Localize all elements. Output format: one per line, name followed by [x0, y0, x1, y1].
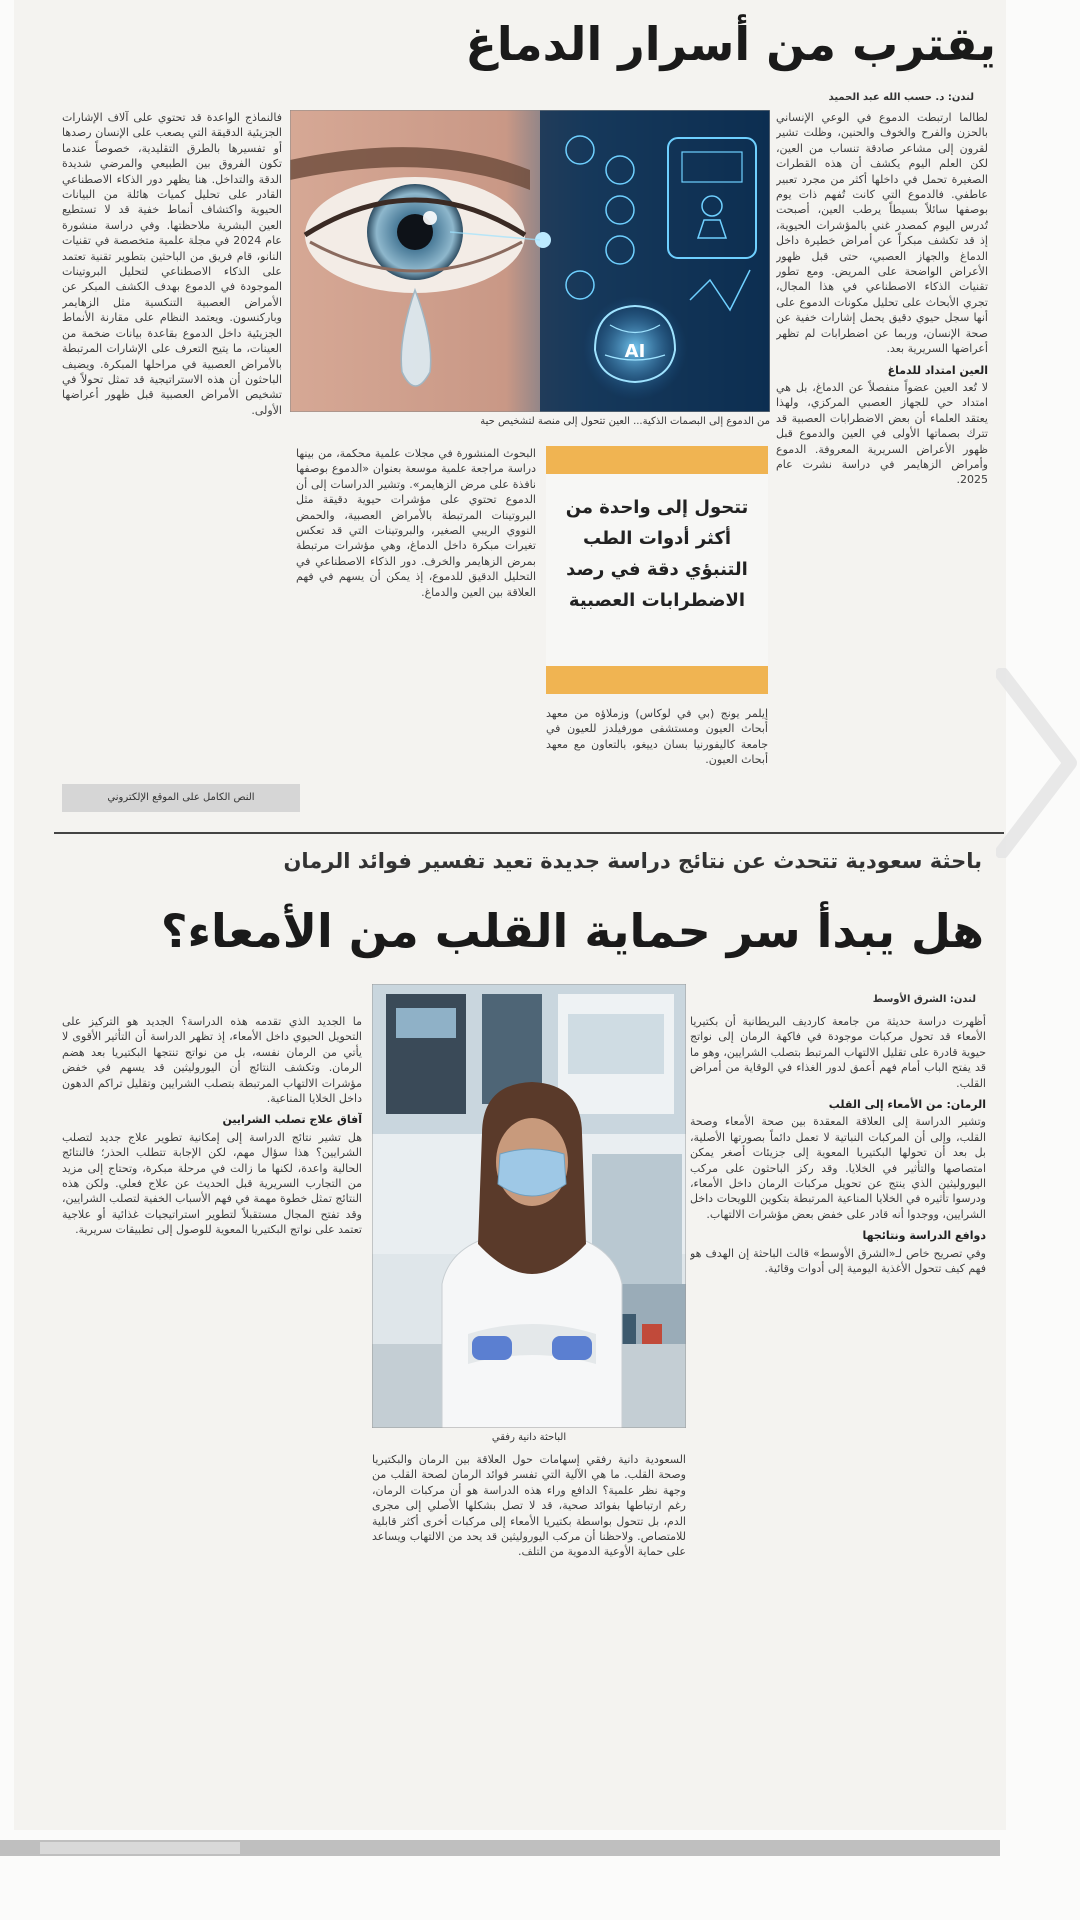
article2-left-text-1: ما الجديد الذي تقدمه هذه الدراسة؟ الجديد هو التركيز على التحويل الحيوي داخل الأمعاء، إذ تظهر الدراسة أن التأثير الأقوى لا يأتي من الرمان نفسه، بل من نواتج تنتجها البكتيريا بعد هضم الرمان. وتكشف النتائج أن اليوروليثين قد يسهم في خفض مؤشرات الالتهاب المرتبطة بتصلب الشرايين وتقليل تراكم الدهون داخل الخلايا المناعية.: [62, 1015, 362, 1106]
article1-right-column: [776, 110, 988, 658]
article2-right-text-2: وتشير الدراسة إلى العلاقة المعقدة بين صحة الأمعاء وصحة القلب، وإلى أن المركبات النباتية لا تعمل دائماً بصورتها الأصلية، بل بعد أن تحولها البكتيريا المعوية إلى جزيئات أصغر يمكن امتصاصها والتأثير في الخلايا. وقد ركز الباحثون على مركب اليوروليثين الذي ينتج عن تحويل مركبات الرمان داخل الأمعاء، ودرسوا تأثيره في الخلايا المناعية المرتبطة بتكوين اللويحات داخل الشرايين، ووجدوا أنه قادر على خفض بعض مؤشرات الالتهاب.: [690, 1115, 986, 1221]
article1-pull-quote: [546, 446, 768, 694]
article2-right-text-1: أظهرت دراسة حديثة من جامعة كارديف البريطانية أن بكتيريا الأمعاء قد تحول مركبات موجودة في فاكهة الرمان إلى نواتج حيوية قادرة على تقليل الالتهاب المرتبط بتصلب الشرايين، وهو ما قد يفتح الباب أمام فهم أعمق لدور الغذاء في الوقاية من أمراض القلب.: [690, 1015, 986, 1090]
article1-left-column: فالنماذج الواعدة قد تحتوي على آلاف الإشارات الجزيئية الدقيقة التي يصعب على الإنسان رصدها أو تفسيرها بالطرق التقليدية، خصوصاً عندما تكون الفروق بين الطبيعي والمرضي شديدة الدقة والتداخل. هنا يظهر دور الذكاء الاصطناعي القادر على تحليل كميات هائلة من البيانات الحيوية واكتشاف أنماط خفية قد لا تستطيع العين البشرية ملاحظتها. وفي دراسة منشورة عام 2024 في مجلة علمية متخصصة في تقنيات النانو، قام فريق من الباحثين بتطوير تقنية تعتمد على الذكاء الاصطناعي لتحليل البروتينات الموجودة في الدموع بهدف الكشف المبكر عن الأمراض العصبية التنكسية مثل الزهايمر وباركنسون. ويعتمد النظام على مقارنة الأنماط الجزيئية داخل الدموع بقاعدة بيانات ضخمة من العينات، ما يتيح التعرف على الإشارات المرتبطة بالأمراض العصبية في مراحلها المبكرة. ويضيف الباحثون أن هذه الاستراتيجية قد تمثل تحولاً في تشخيص الأمراض العصبية قبل ظهور أعراضها الأولى.: [62, 111, 282, 417]
newspaper-page: [14, 0, 1006, 1830]
article1-image-caption: من الدموع إلى البصمات الذكية... العين تتحول إلى منصة لتشخيص حية: [480, 416, 770, 427]
eye-ai-illustration: [290, 110, 770, 412]
article1-byline: لندن: د. حسب الله عبد الحميد: [828, 92, 974, 103]
article1-center-column: البحوث المنشورة في مجلات علمية محكمة، من بينها دراسة مراجعة علمية موسعة بعنوان «الدموع بوصفها نافذة على مرض الزهايمر». وتشير الدراسات إلى أن الدموع تحتوي على مؤشرات حيوية دقيقة مثل البروتينات المرتبطة بالأمراض العصبية، والحمض النووي الريبي الصغير، والبروتينات التي قد تعكس تغيرات مبكرة داخل الدماغ، وهي مؤشرات مرتبطة بمرض الزهايمر والخرف. دور الذكاء الاصطناعي في التحليل الدقيق للدموع، إذ يمكن أن يسهم في فهم العلاقة بين العين والدماغ.: [296, 447, 536, 599]
quote-top-band: [546, 446, 768, 474]
article2-kicker: باحثة سعودية تتحدث عن نتائج دراسة جديدة تعيد تفسير فوائد الرمان: [283, 849, 982, 873]
article2-subheading-2: دوافع الدراسة ونتائجها: [862, 1229, 986, 1243]
researcher-photo: [372, 984, 686, 1428]
quote-bottom-band: [546, 666, 768, 694]
article2-left-column: [62, 1014, 362, 1820]
article2-subheading-1: الرمان: من الأمعاء إلى القلب: [828, 1098, 986, 1112]
article1-headline: يقترب من أسرار الدماغ: [465, 17, 996, 71]
article2-byline: لندن: الشرق الأوسط: [872, 994, 976, 1005]
article2-photo-caption: الباحثة دانية رفقي: [491, 1432, 567, 1443]
page-bottom-bar-segment: [40, 1842, 240, 1854]
ai-badge: AI: [624, 341, 646, 362]
next-page-chevron-icon[interactable]: [996, 668, 1080, 858]
article2-right-text-3: وفي تصريح خاص لـ«الشرق الأوسط» قالت الباحثة إن الهدف هو فهم كيف تتحول الأغذية اليومية إلى أدوات وقائية.: [690, 1246, 986, 1276]
article2-center-column: السعودية دانية رفقي إسهامات حول العلاقة بين الرمان والبكتيريا وصحة القلب. ما هي الآلية التي تفسر فوائد الرمان لصحة القلب من وجهة نظر علمية؟ الدافع وراء هذه الدراسة هو أن مركبات الرمان، رغم ارتباطها بفوائد صحية، قد لا تصل بشكلها الأصلي إلى مجرى الدم، بل تتحول بواسطة بكتيريا الأمعاء إلى مركبات أخرى أكثر قابلية للامتصاص. ولاحظنا أن مركب اليوروليثين قد يحد من الالتهاب ويساعد على حماية الأوعية الدموية من التلف.: [372, 1453, 686, 1559]
article-divider: [54, 832, 1004, 834]
article1-subheading: العين امتداد للدماغ: [887, 363, 988, 377]
article1-center-bottom: إيلمر يونج (بي في لوكاس) وزملاؤه من معهد أبحاث العيون ومستشفى مورفيلدز للعيون في جامعة كاليفورنيا بسان دييغو، بالتعاون مع معهد أبحاث العيون.: [546, 707, 768, 767]
article2-left-subheading: آفاق علاج تصلب الشرايين: [222, 1113, 362, 1127]
pull-quote-text: تتحول إلى واحدة من أكثر أدوات الطب التنبؤي دقة في رصد الاضطرابات العصبية: [565, 497, 749, 611]
article2-left-text-2: هل تشير نتائج الدراسة إلى إمكانية تطوير علاج جديد لتصلب الشرايين؟ هذا سؤال مهم، لكن الإجابة تتطلب الحذر؛ فالنتائج الحالية واعدة، لكنها ما زالت في مرحلة مبكرة، وتحتاج إلى مزيد من التجارب السريرية قبل الحديث عن علاج فعلي. ولكن هذه النتائج تمثل خطوة مهمة في فهم الأسباب الخفية لتصلب الشرايين، وقد تفتح المجال مستقبلاً لتطوير استراتيجيات غذائية أو علاجية تعتمد على نواتج البكتيريا المعوية للوصول إلى تطبيقات سريرية.: [62, 1130, 362, 1237]
article2-right-column: [690, 1014, 986, 1820]
article2-headline: هل يبدأ سر حماية القلب من الأمعاء؟: [160, 904, 984, 958]
article1-right-text-2: لا تُعد العين عضواً منفصلاً عن الدماغ، بل هي امتداد حي للجهاز العصبي المركزي، ولهذا يعتقد العلماء أن بعض الاضطرابات العصبية قد تترك بصماتها الأولى في العين والدموع قبل ظهور الأعراض السريرية المعروفة. الدموع وأمراض الزهايمر في دراسة نشرت عام 2025.: [776, 380, 988, 487]
article1-source-bar: النص الكامل على الموقع الإلكتروني: [62, 784, 300, 812]
article1-right-text-1: لطالما ارتبطت الدموع في الوعي الإنساني بالحزن والفرح والخوف والحنين، وظلت تشير لقرون إلى مشاعر صادقة تنساب من العين، لكن العلم اليوم يكشف أن هذه القطرات الصغيرة تحمل في داخلها أكثر من مجرد تعبير عاطفي. فالدموع التي كانت تُفهم ذات يوم بوصفها سائلاً بسيطاً يرطب العين، أصبحت تُدرس اليوم كمصدر غني بالمؤشرات الحيوية، إذ قد تكشف مبكراً عن أمراض خطيرة داخل الدماغ والجهاز العصبي، حتى قبل ظهور الأعراض الواضحة على المريض. ومع تطور تقنيات الذكاء الاصطناعي في هذا المجال، تجري الأبحاث على تحليل مكونات الدموع على أنها سجل حيوي دقيق يحمل إشارات خفية عن صحة الإنسان، وربما عن اضطرابات لم تظهر أعراضها السريرية بعد.: [776, 111, 988, 356]
